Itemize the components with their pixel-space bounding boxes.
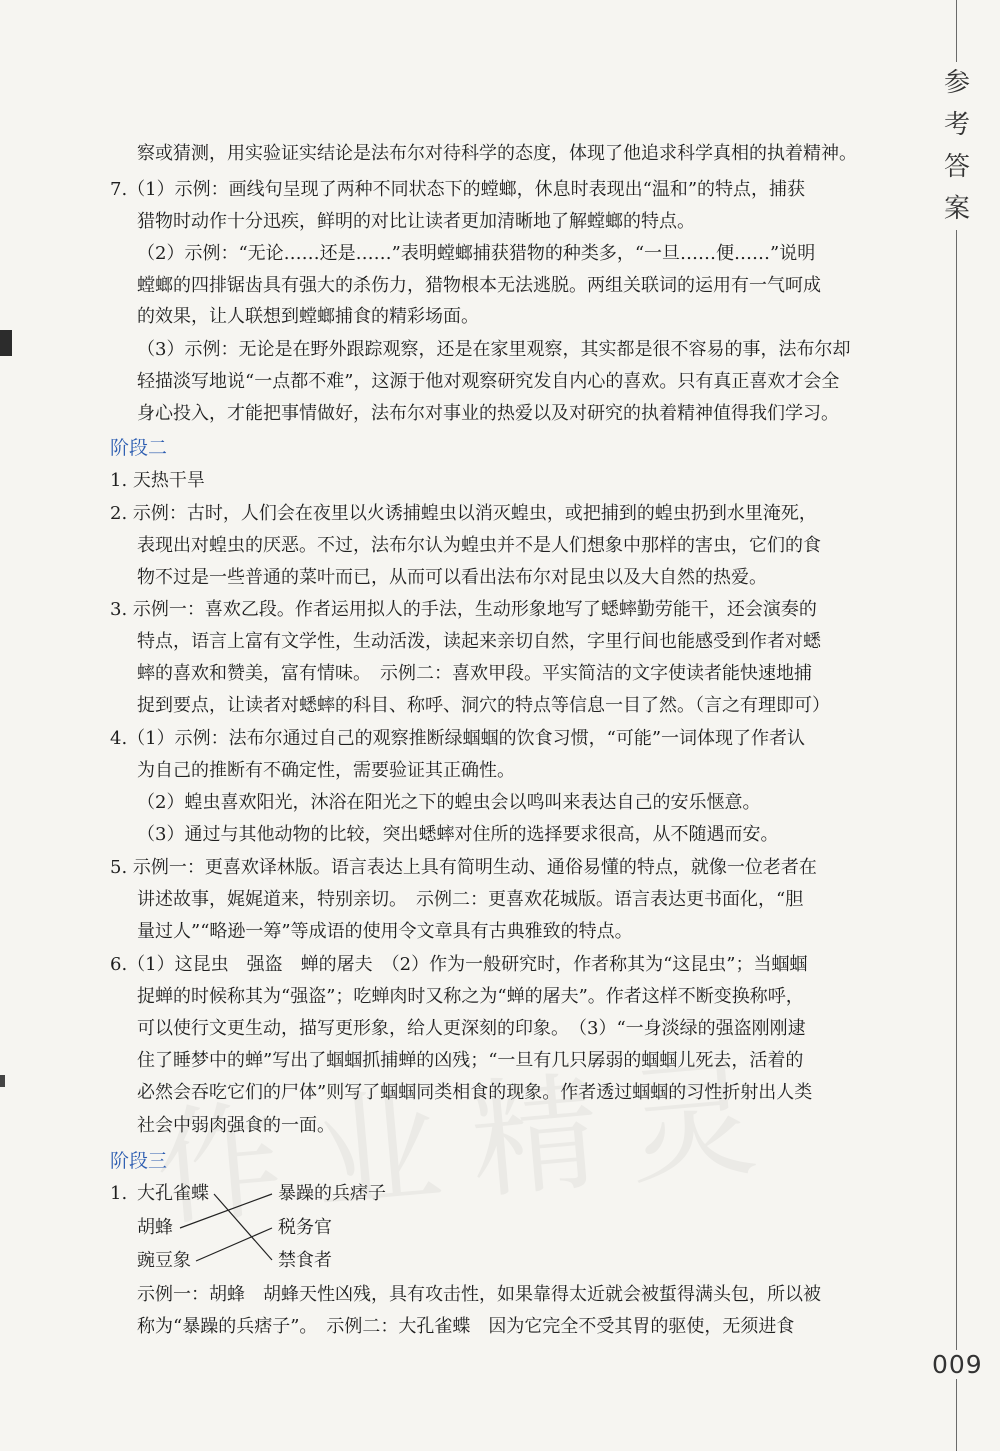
text-line: 的效果，让人联想到螳螂捕食的精彩场面。	[137, 306, 479, 327]
text-line: 身心投入，才能把事情做好，法布尔对事业的热爱以及对研究的执着精神值得我们学习。	[137, 403, 839, 424]
matching-left-item: 大孔雀蝶	[137, 1183, 209, 1204]
matching-left-item: 豌豆象	[137, 1250, 191, 1271]
section-heading: 阶段三	[110, 1150, 168, 1172]
matching-right-item: 税务官	[278, 1217, 332, 1238]
text-line: 必然会吞吃它们的尸体”则写了蝈蝈同类相食的现象。作者透过蝈蝈的习性折射出人类	[137, 1082, 813, 1103]
text-line: （2）蝗虫喜欢阳光，沐浴在阳光之下的蝗虫会以鸣叫来表达自己的安乐惬意。	[137, 792, 761, 813]
text-line: 表现出对蝗虫的厌恶。不过，法布尔认为蝗虫并不是人们想象中那样的害虫，它们的食	[137, 535, 821, 556]
text-line: 物不过是一些普通的菜叶而已，从而可以看出法布尔对昆虫以及大自然的热爱。	[137, 567, 767, 588]
text-line: （2）示例：“无论……还是……”表明螳螂捕获猎物的种类多，“一旦……便……”说明	[137, 243, 816, 264]
text-line: 蟀的喜欢和赞美，富有情味。 示例二：喜欢甲段。平实简洁的文字使读者能快速地捕	[137, 663, 812, 684]
match-line	[214, 1194, 272, 1260]
text-line: 称为“暴躁的兵痞子”。 示例二：大孔雀蝶 因为它完全不受其胃的驱使，无须进食	[137, 1316, 795, 1337]
text-line: 住了睡梦中的蝉”写出了蝈蝈抓捕蝉的凶残；“一旦有几只孱弱的蝈蝈儿死去，活着的	[137, 1050, 804, 1071]
matching-right-item: 禁食者	[278, 1250, 332, 1271]
side-tab-char: 考	[940, 104, 974, 146]
match-line	[196, 1228, 272, 1261]
text-line: 可以使行文更生动，描写更形象，给人更深刻的印象。 （3）“一身淡绿的强盗刚刚逮	[137, 1018, 806, 1039]
text-line: 1. 天热干旱	[110, 470, 205, 491]
text-line: 7.（1）示例：画线句呈现了两种不同状态下的螳螂，休息时表现出“温和”的特点，捕获	[110, 179, 806, 200]
text-line: 捉蝉的时候称其为“强盗”；吃蝉肉时又称之为“蝉的屠夫”。作者这样不断变换称呼，	[137, 986, 804, 1007]
side-tab-char: 案	[940, 188, 974, 230]
text-line: （3）通过与其他动物的比较，突出蟋蟀对住所的选择要求很高，从不随遇而安。	[137, 824, 779, 845]
text-line: 5. 示例一：更喜欢译林版。语言表达上具有简明生动、通俗易懂的特点，就像一位老者在	[110, 857, 817, 878]
match-line	[180, 1194, 272, 1228]
matching-number: 1.	[110, 1183, 128, 1204]
matching-left-item: 胡蜂	[137, 1217, 173, 1238]
text-line: 3. 示例一：喜欢乙段。作者运用拟人的手法，生动形象地写了蟋蟀勤劳能干，还会演奏的	[110, 599, 817, 620]
text-line: 4.（1）示例：法布尔通过自己的观察推断绿蝈蝈的饮食习惯，“可能”一词体现了作者认	[110, 728, 806, 749]
text-line: 螳螂的四排锯齿具有强大的杀伤力，猎物根本无法逃脱。两组关联词的运用有一气呵成	[137, 275, 821, 296]
side-tab-char: 参	[940, 62, 974, 104]
text-line: 量过人”“略逊一筹”等成语的使用令文章具有古典雅致的特点。	[137, 921, 633, 942]
text-line: 讲述故事，娓娓道来，特别亲切。 示例二：更喜欢花城版。语言表达更书面化，“胆	[137, 889, 804, 910]
page-number: 009	[932, 1350, 983, 1379]
text-line: 轻描淡写地说“一点都不难”，这源于他对观察研究发自内心的喜欢。只有真正喜欢才会全	[137, 371, 840, 392]
text-line: 捉到要点，让读者对蟋蟀的科目、称呼、洞穴的特点等信息一目了然。（言之有理即可）	[137, 695, 830, 716]
text-line: 为自己的推断有不确定性，需要验证其正确性。	[137, 760, 515, 781]
text-line: （3）示例：无论是在野外跟踪观察，还是在家里观察，其实都是很不容易的事，法布尔却	[137, 339, 851, 360]
text-line: 猎物时动作十分迅疾，鲜明的对比让读者更加清晰地了解螳螂的特点。	[137, 211, 695, 232]
text-line: 2. 示例：古时，人们会在夜里以火诱捕蝗虫以消灭蝗虫，或把捕到的蝗虫扔到水里淹死，	[110, 503, 817, 524]
section-heading: 阶段二	[110, 437, 168, 459]
matching-right-item: 暴躁的兵痞子	[278, 1183, 386, 1204]
text-line: 察或猜测，用实验证实结论是法布尔对待科学的态度，体现了他追求科学真相的执着精神。	[137, 143, 857, 164]
side-tab-char: 答	[940, 146, 974, 188]
text-line: 示例一：胡蜂 胡蜂天性凶残，具有攻击性，如果靠得太近就会被蜇得满头包，所以被	[137, 1284, 821, 1305]
text-line: 特点，语言上富有文学性，生动活泼，读起来亲切自然，字里行间也能感受到作者对蟋	[137, 631, 821, 652]
text-line: 社会中弱肉强食的一面。	[137, 1115, 335, 1136]
text-line: 6.（1）这昆虫 强盗 蝉的屠夫 （2）作为一般研究时，作者称其为“这昆虫”；当蝈蝈	[110, 954, 808, 975]
